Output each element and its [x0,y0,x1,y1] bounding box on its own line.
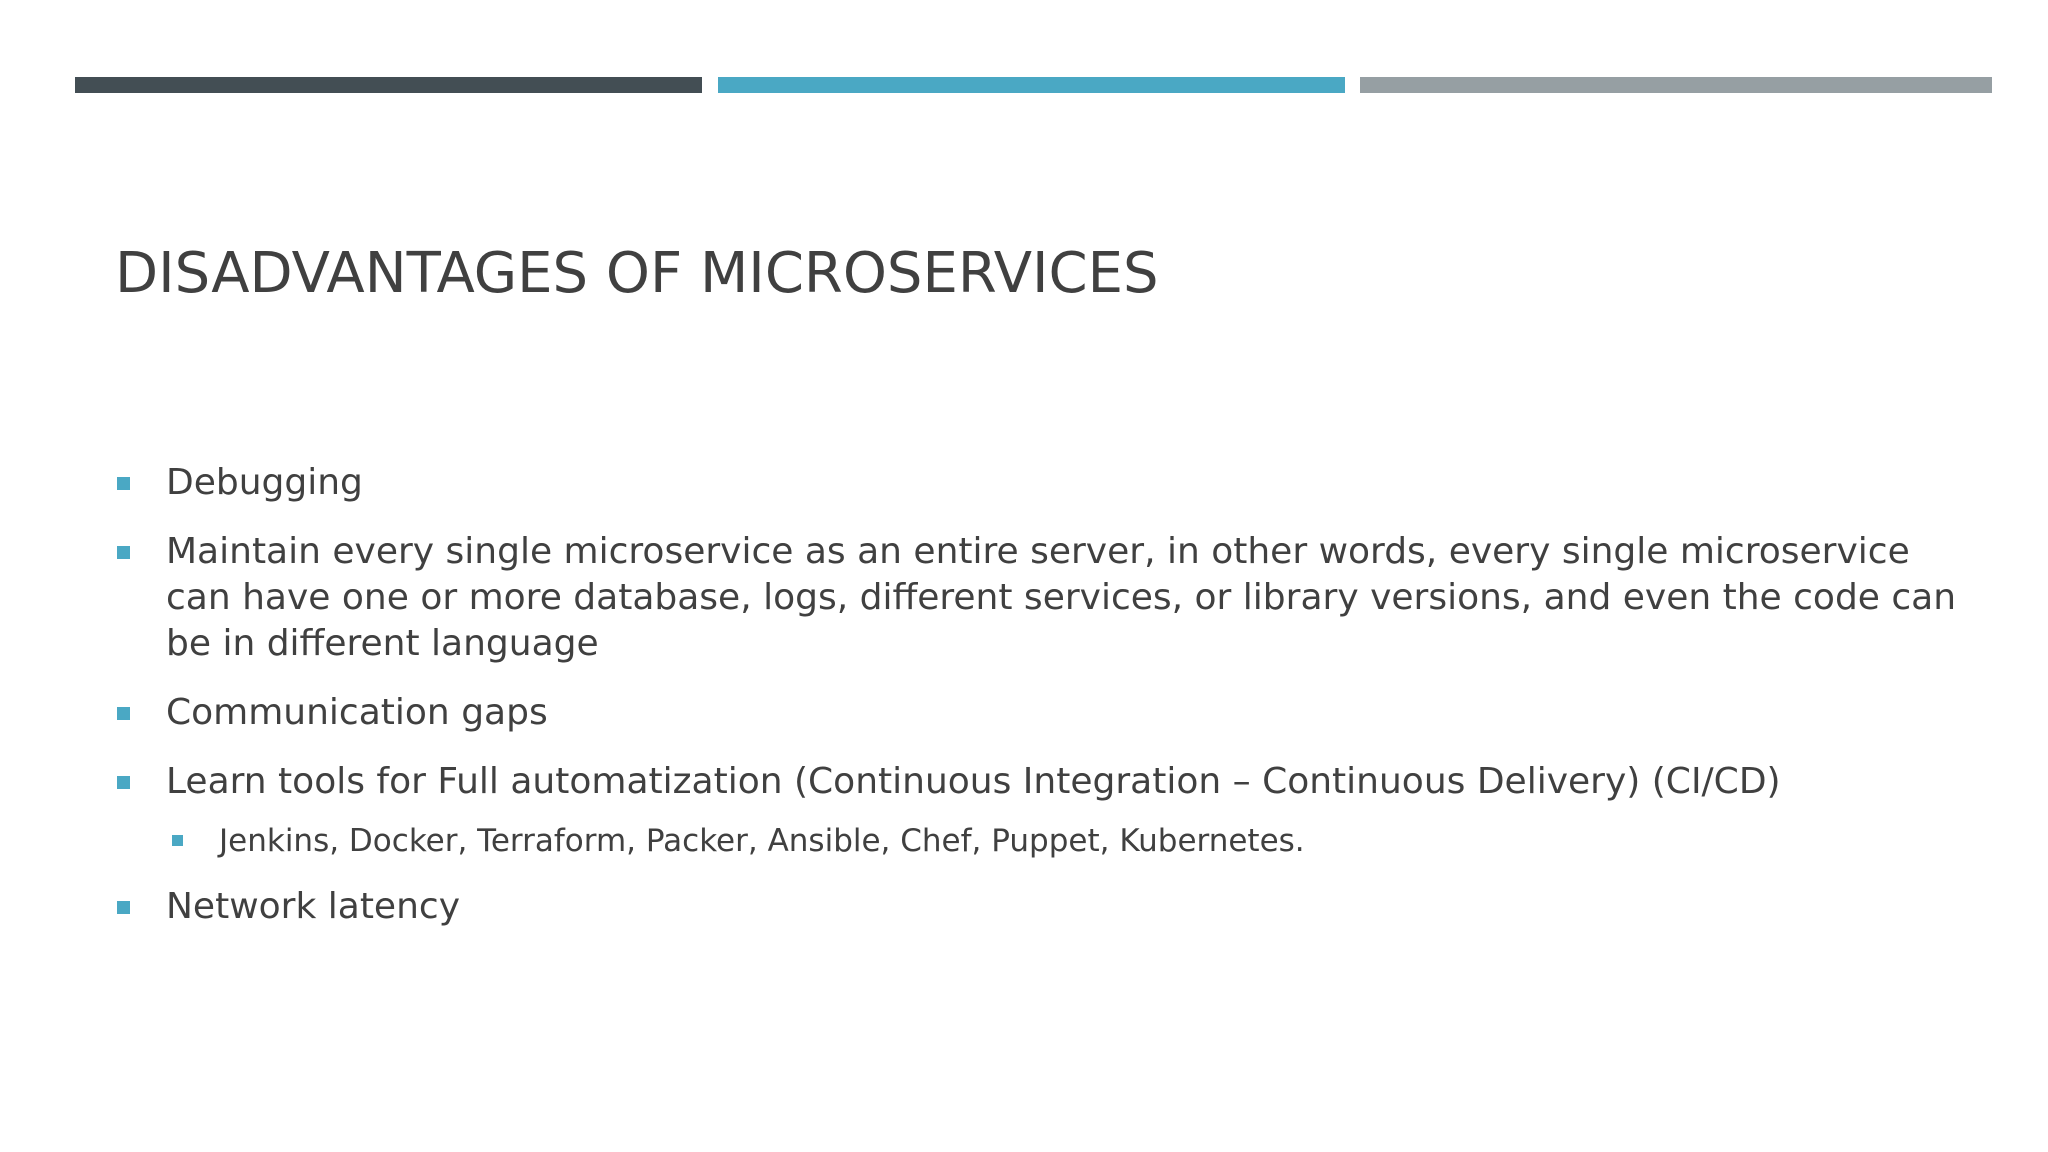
bullet-list [115,460,1965,953]
slide-title: DISADVANTAGES OF MICROSERVICES [115,241,1159,306]
bullet-item-network-latency [115,884,1965,930]
bullet-text: Communication gaps [166,692,548,733]
bullet-text: Learn tools for Full automatization (Continuous Integration – Continuous Delivery) (CI/CD) [166,761,1781,802]
sub-bullet-item-tools [170,821,1965,861]
square-bullet-icon [117,477,130,490]
bullet-item-maintain-microservice [115,529,1965,667]
sub-bullet-text: Jenkins, Docker, Terraform, Packer, Ansible, Chef, Puppet, Kubernetes. [219,823,1305,859]
accent-bar-teal [718,77,1345,93]
bullet-text: Debugging [166,462,363,503]
bullet-item-communication-gaps [115,690,1965,736]
square-bullet-icon [117,546,130,559]
bullet-item-debugging [115,460,1965,506]
sub-bullet-list [166,821,1965,861]
bullet-text: Maintain every single microservice as an entire server, in other words, every single microservice can have one or more database, logs, different services, or library versions, and even the code can be in different language [166,531,1957,664]
accent-bar-gray [1360,77,1992,93]
square-bullet-icon [117,901,130,914]
bullet-text: Network latency [166,886,460,927]
bullet-item-learn-tools [115,759,1965,861]
header-accent-bars [75,77,1992,93]
square-bullet-icon [117,776,130,789]
small-square-bullet-icon [172,835,183,846]
square-bullet-icon [117,707,130,720]
accent-bar-dark [75,77,702,93]
